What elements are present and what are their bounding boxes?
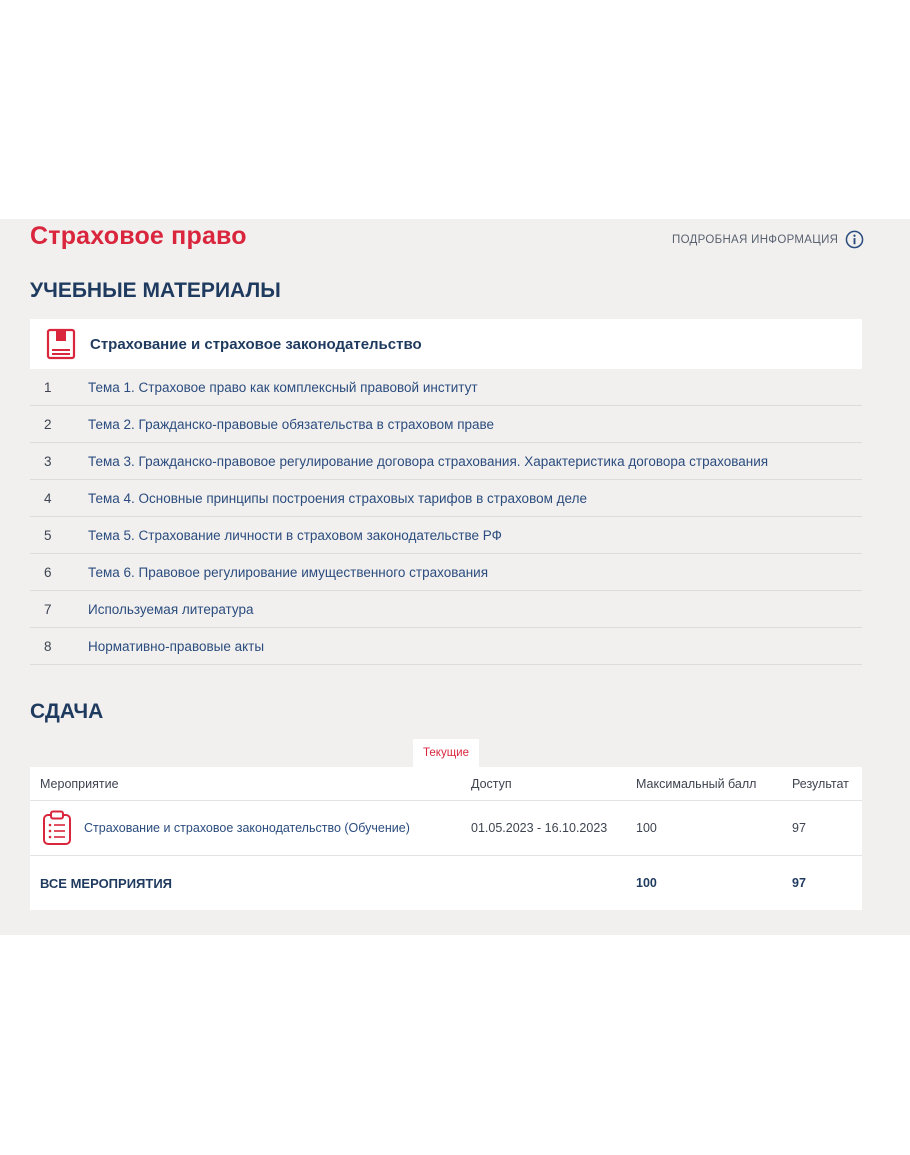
detailed-info-label: ПОДРОБНАЯ ИНФОРМАЦИЯ xyxy=(672,233,839,246)
events-table xyxy=(30,767,862,910)
topic-list xyxy=(30,369,862,665)
total-result: 97 xyxy=(792,876,806,890)
course-title: Страховое право xyxy=(30,222,247,250)
topic-label[interactable]: Тема 1. Страховое право как комплексный правовой институт xyxy=(88,379,478,395)
topic-number: 6 xyxy=(44,564,52,580)
total-max-score: 100 xyxy=(636,876,657,890)
topic-label[interactable]: Тема 2. Гражданско-правовые обязательства в страховом праве xyxy=(88,416,495,432)
detailed-info-link[interactable] xyxy=(672,230,864,249)
topic-number: 8 xyxy=(44,638,52,654)
column-header-max-score: Максимальный балл xyxy=(636,776,757,791)
topic-item[interactable] xyxy=(30,443,862,480)
event-result: 97 xyxy=(792,821,806,835)
topic-number: 2 xyxy=(44,416,52,432)
topic-item[interactable] xyxy=(30,591,862,628)
submission-heading: СДАЧА xyxy=(30,700,104,723)
topic-label[interactable]: Тема 6. Правовое регулирование имущественного страхования xyxy=(88,564,489,580)
topic-number: 5 xyxy=(44,527,52,543)
topic-label[interactable]: Тема 3. Гражданско-правовое регулирование договора страхования. Характеристика договора страхования xyxy=(88,453,769,469)
topic-item[interactable] xyxy=(30,406,862,443)
topic-item[interactable] xyxy=(30,628,862,665)
event-name-link[interactable]: Страхование и страховое законодательство (Обучение) xyxy=(84,821,410,835)
event-access: 01.05.2023 - 16.10.2023 xyxy=(471,821,608,835)
clipboard-icon xyxy=(42,810,72,846)
topic-number: 4 xyxy=(44,490,52,506)
topic-item[interactable] xyxy=(30,517,862,554)
topic-number: 3 xyxy=(44,453,52,469)
tab-current[interactable]: Текущие xyxy=(413,739,479,767)
column-header-access: Доступ xyxy=(471,776,512,791)
materials-heading: УЧЕБНЫЕ МАТЕРИАЛЫ xyxy=(30,279,281,302)
topic-number: 7 xyxy=(44,601,52,617)
topic-label[interactable]: Нормативно-правовые акты xyxy=(88,638,265,654)
topic-item[interactable] xyxy=(30,554,862,591)
topic-label[interactable]: Тема 4. Основные принципы построения страховых тарифов в страховом деле xyxy=(88,490,587,506)
table-header xyxy=(30,767,862,801)
module-header[interactable] xyxy=(30,319,862,369)
topic-label[interactable]: Используемая литература xyxy=(88,601,254,617)
column-header-result: Результат xyxy=(792,776,849,791)
topic-item[interactable] xyxy=(30,480,862,517)
event-cell xyxy=(30,810,471,846)
table-total-row xyxy=(30,856,862,910)
topic-item[interactable] xyxy=(30,369,862,406)
module-title: Страхование и страховое законодательство xyxy=(90,335,422,353)
book-icon xyxy=(45,328,77,360)
table-row[interactable] xyxy=(30,801,862,856)
topic-number: 1 xyxy=(44,379,52,395)
column-header-event: Мероприятие xyxy=(40,776,119,791)
total-label: ВСЕ МЕРОПРИЯТИЯ xyxy=(40,875,173,891)
info-icon xyxy=(845,230,864,249)
event-max-score: 100 xyxy=(636,821,657,835)
topic-label[interactable]: Тема 5. Страхование личности в страховом законодательстве РФ xyxy=(88,527,502,543)
